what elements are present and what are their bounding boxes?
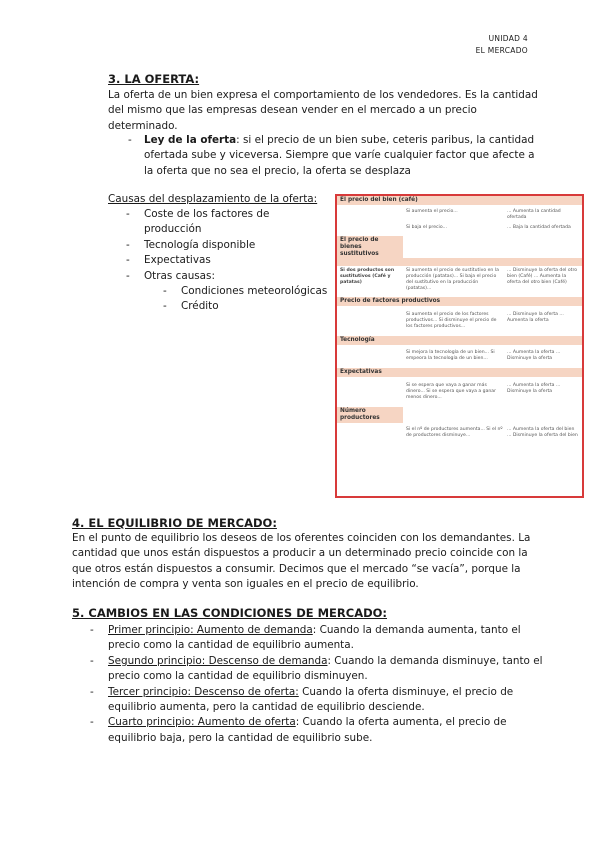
table-section-title: Número productores [337, 407, 403, 423]
paragraph-line: intención de compra y venta son iguales en el precio de equilibrio. [72, 578, 419, 591]
table-row: Si mejora la tecnología de un bien... Si empeora la tecnología de un bien... ... Aumenta la oferta ... Disminuye la oferta [406, 350, 561, 361]
table-section-title: El precio de bienes sustitutivos [337, 236, 403, 259]
table-section-title: Precio de factores productivos [337, 297, 582, 306]
law-line: : si el precio de un bien sube, ceteris paribus, la cantidad [236, 134, 535, 146]
law-line: la oferta que no sea el precio, la oferta se desplaza [144, 164, 411, 177]
law-label: Ley de la oferta [144, 134, 237, 146]
table-row: Si el nº de productores aumenta... Si el nº de productores disminuye... ... Aumenta la oferta del bien ... Disminuye la oferta del bien [406, 427, 578, 438]
intro-line: determinado. [108, 119, 178, 132]
section-3-title: 3. LA OFERTA: [108, 72, 200, 86]
paragraph-line: cantidad que unos están dispuestos a producir a un determinado precio coincide con la [72, 547, 528, 560]
section-4-text [72, 531, 542, 593]
table-row: Si dos productos son sustitutivos (Café y patatas) Si aumenta el precio de sustitutivo en la producción (patatas)... Si baja el precio del sustitutivo en la producción (patatas)... ... Disminuye la oferta del otro bien (Café) ... Aumenta la oferta del otro bien (Café) [340, 268, 578, 291]
causes-list: - Coste de los factores de producción - Tecnología disponible - Expectativas - Otras causas: - Condiciones meteorológicas - Crédito [126, 208, 328, 313]
principle-item: - Primer principio: Aumento de demanda: Cuando la demanda aumenta, tanto el precio como la cantidad de equilibrio aumenta. [90, 624, 521, 652]
cause-item: Otras causas: [144, 269, 215, 282]
table-section-title: El precio del bien (café) [337, 196, 582, 205]
table-row: Si baja el precio... ... Baja la cantidad ofertada [406, 225, 571, 230]
principle-item: - Segundo principio: Descenso de demanda: Cuando la demanda disminuye, tanto el precio como la cantidad de equilibrio disminuyen. [90, 654, 543, 683]
principle-item: - Tercer principio: Descenso de oferta: Cuando la oferta disminuye, el precio de equilibrio aumenta, pero la cantidad de equilibrio desciende. [90, 685, 514, 714]
bullet-dash: - [128, 134, 132, 146]
table-row: Si se espera que vaya a ganar más dinero... Si se espera que vaya a ganar menos dinero... ... Aumenta la oferta ... Disminuye la oferta [406, 383, 561, 400]
table-row: Si aumenta el precio... ... Aumenta la cantidad ofertada [406, 209, 561, 220]
principles-list [90, 623, 550, 746]
law-line: ofertada sube y viceversa. Siempre que varíe cualquier factor que afecte a [144, 149, 535, 162]
other-cause-item: Condiciones meteorológicas [181, 285, 328, 298]
cause-item: Tecnología disponible [144, 238, 256, 251]
section-4-title: 4. EL EQUILIBRIO DE MERCADO: [72, 516, 277, 530]
cause-item: Coste de los factores de [144, 208, 270, 220]
other-cause-item: Crédito [181, 300, 219, 313]
table-section-title: Expectativas [337, 368, 582, 377]
supply-shift-table [335, 194, 584, 498]
section-5-title: 5. CAMBIOS EN LAS CONDICIONES DE MERCADO: [72, 606, 388, 620]
table-section-title: Tecnología [337, 336, 582, 345]
table-row: Si aumenta el precio de los factores productivos... Si disminuye el precio de los factores productivos... ... Disminuye la oferta ... Aumenta la oferta [406, 312, 564, 329]
header-subject: EL MERCADO [475, 46, 528, 55]
page-header [476, 33, 528, 57]
intro-line: del mismo que las empresas desean vender en el mercado a un precio [108, 104, 477, 117]
header-unit: UNIDAD 4 [488, 34, 528, 43]
paragraph-line: que otros están dispuestos a consumir. Decimos que el mercado “se vacía”, porque la [72, 562, 521, 575]
cause-item: Expectativas [144, 254, 211, 267]
paragraph-line: En el punto de equilibrio los deseos de los oferentes coinciden con los demandantes. La [72, 532, 531, 544]
causes-title: Causas del desplazamiento de la oferta: [108, 193, 318, 205]
principle-item: - Cuarto principio: Aumento de oferta: Cuando la oferta aumenta, el precio de equilibrio baja, pero la cantidad de equilibrio sube. [90, 716, 507, 744]
law-of-supply [128, 133, 548, 179]
section-3-intro [108, 88, 538, 134]
intro-line: La oferta de un bien expresa el comportamiento de los vendedores. Es la cantidad [108, 89, 538, 101]
cause-item: producción [144, 223, 202, 236]
